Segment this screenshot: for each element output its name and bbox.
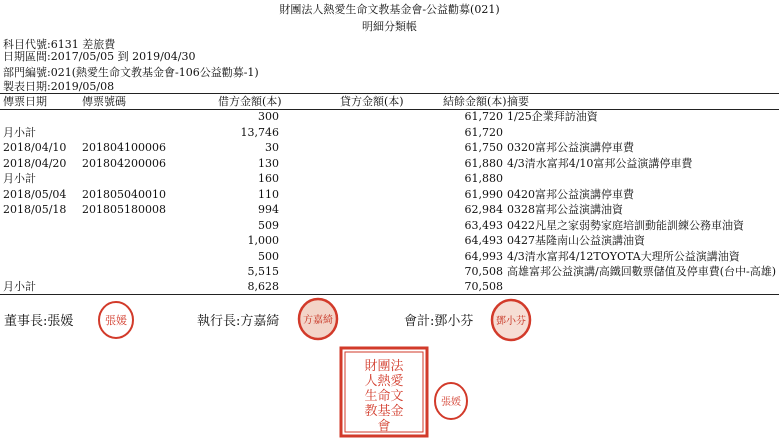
cell-balance: 61,720 [464,110,503,123]
org-seal-line: 生命文 [364,389,404,404]
department-code: 部門編號:021(熱愛生命文教基金會-106公益勸募-1) [3,66,259,79]
cell-debit: 13,746 [240,126,279,139]
table-row [0,157,779,173]
cell-debit: 994 [258,203,279,216]
cell-balance: 70,508 [464,265,503,278]
ceo-seal-text: 方嘉綺 [303,315,333,326]
table-row [0,126,779,142]
cell-debit: 8,628 [247,280,279,293]
cell-balance: 61,750 [464,141,503,154]
cell-balance: 61,880 [464,172,503,185]
accountant-signature-label: 會計:鄧小芬 [404,314,474,329]
cell-debit: 160 [258,172,279,185]
col-header-balance: 結餘金額(本) [443,95,507,108]
organization-seal [339,346,429,438]
cell-date: 2018/05/18 [3,203,67,216]
table-row [0,188,779,204]
table-row [0,234,779,250]
cell-memo: 0320富邦公益演講停車費 [507,141,634,154]
cell-memo: 4/3清水富邦4/12TOYOTA大理所公益演講油資 [507,250,740,263]
representative-seal-text: 張媛 [441,397,461,408]
account-code: 科目代號:6131 差旅費 [3,38,116,51]
col-header-credit: 貸方金額(本) [340,95,404,108]
cell-debit: 500 [258,250,279,263]
col-header-date: 傳票日期 [3,95,47,108]
ceo-signature-label: 執行長:方嘉綺 [197,314,280,329]
cell-balance: 62,984 [464,203,503,216]
table-row [0,250,779,266]
representative-seal [433,381,469,421]
org-seal-line: 教基金 [364,404,404,419]
cell-voucher: 201805040010 [82,188,166,201]
print-date: 製表日期:2019/05/08 [3,80,115,93]
col-header-voucher: 傳票號碼 [82,95,126,108]
table-row [0,110,779,126]
cell-date: 2018/04/10 [3,141,67,154]
cell-date: 2018/04/20 [3,157,67,170]
cell-balance: 61,990 [464,188,503,201]
col-header-debit: 借方金額(本) [218,95,282,108]
cell-debit: 110 [258,188,279,201]
cell-voucher: 201804100006 [82,141,166,154]
col-header-memo: 摘要 [507,95,529,108]
cell-debit: 5,515 [247,265,279,278]
cell-date: 月小計 [3,172,36,185]
cell-memo: 高雄富邦公益演講/高鐵回數票儲值及停車費(台中-高雄) [507,265,777,278]
cell-balance: 61,880 [464,157,503,170]
cell-debit: 1,000 [247,234,279,247]
chairman-seal [97,300,135,340]
cell-date: 2018/05/04 [3,188,67,201]
table-row [0,141,779,157]
cell-debit: 300 [258,110,279,123]
cell-balance: 70,508 [464,280,503,293]
table-row [0,172,779,188]
cell-balance: 63,493 [464,219,503,232]
cell-date: 月小計 [3,126,36,139]
cell-date: 月小計 [3,280,36,293]
table-row [0,219,779,235]
accountant-seal [490,298,532,342]
chairman-signature-label: 董事長:張媛 [4,314,74,329]
cell-debit: 509 [258,219,279,232]
cell-memo: 0420富邦公益演講停車費 [507,188,634,201]
org-seal-line: 會 [377,419,391,434]
cell-memo: 0328富邦公益演講油資 [507,203,623,216]
date-range: 日期區間:2017/05/05 到 2019/04/30 [3,50,196,63]
accountant-seal-text: 鄧小芬 [496,316,526,327]
cell-balance: 64,993 [464,250,503,263]
cell-debit: 30 [265,141,279,154]
cell-memo: 0427基隆南山公益演講油資 [507,234,645,247]
cell-balance: 64,493 [464,234,503,247]
cell-debit: 130 [258,157,279,170]
cell-memo: 4/3清水富邦4/10富邦公益演講停車費 [507,157,693,170]
table-row [0,203,779,219]
footer-rule [0,294,779,295]
cell-voucher: 201805180008 [82,203,166,216]
cell-voucher: 201804200006 [82,157,166,170]
table-row [0,265,779,281]
org-seal-line: 財團法 [364,359,404,374]
report-title: 財團法人熱愛生命文教基金會-公益勸募(021) [279,3,500,16]
cell-balance: 61,720 [464,126,503,139]
org-seal-line: 人熱愛 [364,374,404,389]
cell-memo: 1/25企業拜訪油資 [507,110,598,123]
header-top-rule [0,93,779,94]
cell-memo: 0422凡星之家弱勢家庭培訓動能訓練公務車油資 [507,219,744,232]
report-subtitle: 明細分類帳 [362,20,417,33]
chairman-seal-text: 張媛 [105,314,127,327]
ceo-seal [297,297,339,341]
